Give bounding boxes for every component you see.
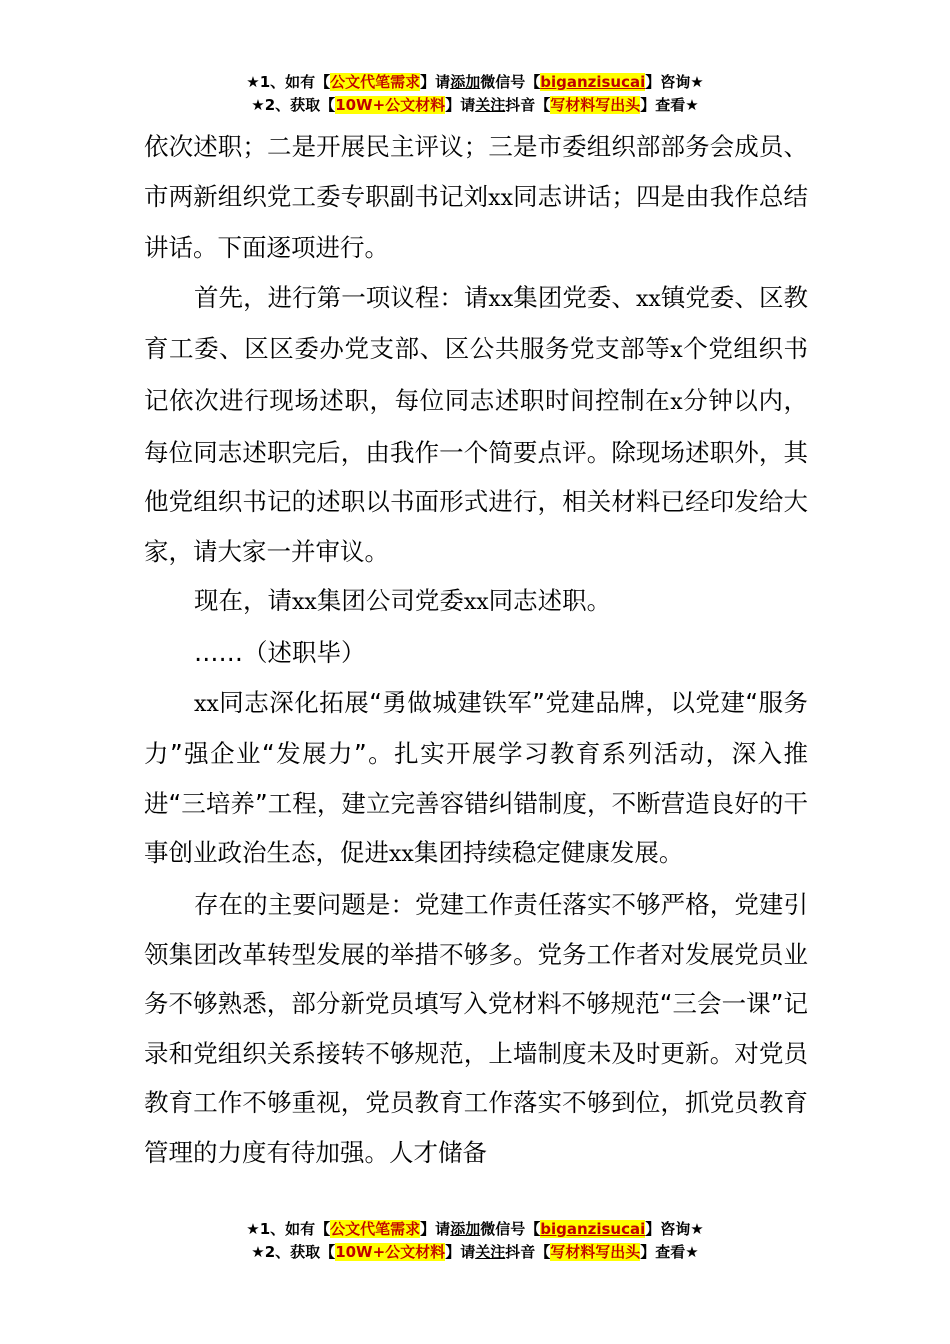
banner-text: 】请 bbox=[445, 96, 476, 114]
banner-line-1 bbox=[0, 71, 950, 94]
text: 依次述职；二是开展民主评议；三是市委组织部部务会成员、市两新组织党工委专职副书记刘 bbox=[144, 132, 808, 211]
placeholder-text: x bbox=[670, 389, 683, 415]
text: 个党组织书记依次进行现场述职，每位同志述职时间控制在 bbox=[144, 334, 809, 415]
banner-emphasis: 添加 bbox=[450, 1220, 481, 1238]
banner-text: 】咨询★ bbox=[645, 73, 704, 91]
banner-text: ★1、如有【 bbox=[246, 1220, 331, 1238]
banner-text: 】查看★ bbox=[640, 1243, 699, 1261]
placeholder-text: x bbox=[670, 338, 683, 364]
banner-text: 】咨询★ bbox=[645, 1220, 704, 1238]
banner-highlight: 公文代笔需求 bbox=[330, 1220, 421, 1238]
banner-emphasis: 关注 bbox=[475, 96, 506, 114]
banner-emphasis: 关注 bbox=[475, 1243, 506, 1261]
banner-highlight: 公文代笔需求 bbox=[330, 73, 421, 91]
banner-wechat-id: biganzisucai bbox=[540, 1220, 646, 1238]
banner-text: 】请 bbox=[420, 73, 451, 91]
banner-emphasis: 添加 bbox=[450, 73, 481, 91]
banner-line-1 bbox=[0, 1218, 950, 1241]
footer-banner bbox=[0, 1218, 950, 1264]
banner-douyin-id: 写材料写出头 bbox=[550, 1243, 641, 1261]
banner-text: 】查看★ bbox=[640, 96, 699, 114]
banner-highlight: 10W+公文材料 bbox=[335, 96, 446, 114]
text: 同志深化拓展“勇做城建铁军”党建品牌，以党建“服务力”强企业“发展力”。扎实开展学习教育系列活动，深入推进“三培养”工程，建立完善容错纠错制度，不断营造良好的干事创业政治生态，促进 bbox=[144, 687, 808, 868]
banner-douyin-id: 写材料写出头 bbox=[550, 96, 641, 114]
document-body bbox=[144, 122, 808, 1177]
paragraph-4 bbox=[144, 628, 808, 678]
banner-text: 抖音【 bbox=[505, 1243, 551, 1261]
placeholder-text: xx bbox=[292, 590, 317, 616]
text: 首先，进行第一项议程：请 bbox=[194, 282, 489, 312]
banner-wechat-id: biganzisucai bbox=[540, 73, 646, 91]
text: 存在的主要问题是：党建工作责任落实不够严格，党建引领集团改革转型发展的举措不够多。党务工作者对发展党员业务不够熟悉，部分新党员填写入党材料不够规范“三会一课”记录和党组织关系接转不够规范，上墙制度未及时更新。对党员教育工作不够重视，党员教育工作落实不够到位，抓党员教育管理的力度有待加强。人才储备 bbox=[144, 889, 808, 1167]
placeholder-text: xx bbox=[463, 590, 489, 616]
banner-text: 】请 bbox=[420, 1220, 451, 1238]
banner-text: 微信号【 bbox=[480, 73, 541, 91]
banner-text: 】请 bbox=[445, 1243, 476, 1261]
text: 集团公司党委 bbox=[316, 586, 464, 616]
banner-text: 抖音【 bbox=[505, 96, 551, 114]
text: 同志述职。 bbox=[488, 586, 612, 616]
paragraph-5 bbox=[144, 678, 808, 880]
text: 集团党委、 bbox=[513, 282, 636, 312]
banner-text: ★2、获取【 bbox=[251, 96, 336, 114]
text: 现在，请 bbox=[194, 586, 292, 616]
placeholder-text: xx bbox=[389, 842, 414, 868]
placeholder-text: xx bbox=[488, 286, 514, 312]
text: 集团持续稳定健康发展。 bbox=[413, 838, 684, 868]
paragraph-3 bbox=[144, 576, 808, 628]
banner-text: ★1、如有【 bbox=[246, 73, 331, 91]
text: 分钟以内，每位同志述职完后，由我作一个简要点评。除现场述职外，其他党组织书记的述职以书面形式进行，相关材料已经印发给大家，请大家一并审议。 bbox=[144, 385, 809, 566]
text: ……（述职毕） bbox=[194, 637, 366, 667]
paragraph-6 bbox=[144, 880, 808, 1178]
banner-text: ★2、获取【 bbox=[251, 1243, 336, 1261]
paragraph-1 bbox=[144, 122, 808, 273]
banner-line-2 bbox=[0, 1241, 950, 1264]
text: 镇党委、区教育工委、区区委办党支部、区公共服务党支部等 bbox=[144, 282, 809, 364]
header-banner bbox=[0, 71, 950, 117]
placeholder-text: xx bbox=[194, 691, 219, 717]
paragraph-2 bbox=[144, 273, 808, 577]
text: 同志讲话；四是由我作总结讲话。下面逐项进行。 bbox=[144, 181, 809, 263]
banner-line-2 bbox=[0, 94, 950, 117]
placeholder-text: xx bbox=[488, 185, 513, 211]
placeholder-text: xx bbox=[635, 286, 661, 312]
banner-text: 微信号【 bbox=[480, 1220, 541, 1238]
banner-highlight: 10W+公文材料 bbox=[335, 1243, 446, 1261]
